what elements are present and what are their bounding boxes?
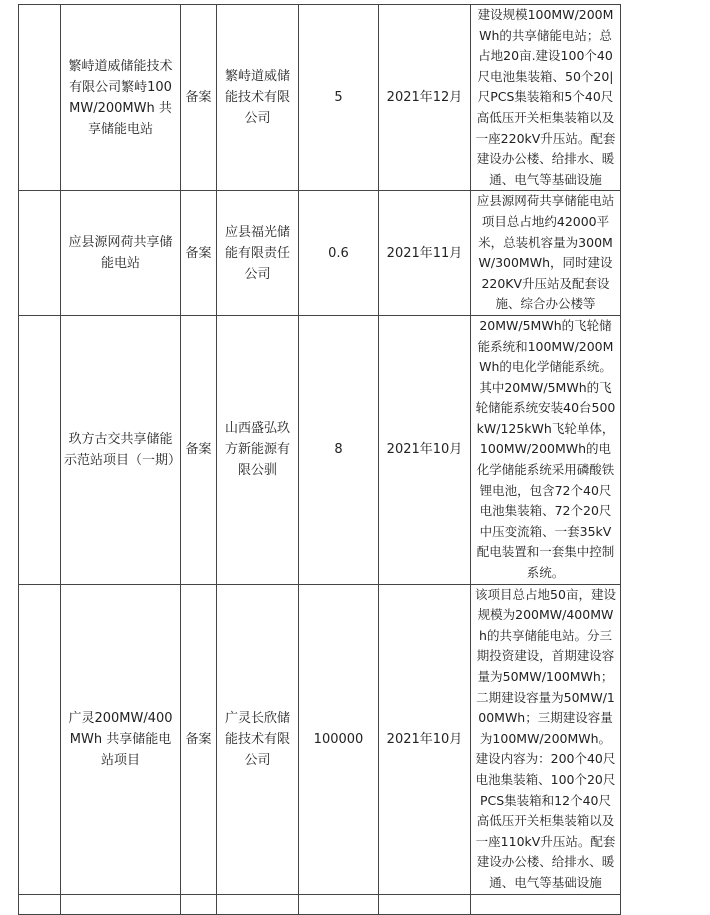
company-cell: 广灵长欣储能技术有限公司: [217, 584, 299, 894]
index-cell: [19, 584, 61, 894]
table-row: [19, 584, 621, 894]
company-cell: 繁峙道威储能技术有限公司: [217, 5, 299, 191]
description-cell: 应县源网荷共享储能电站项目总占地约42000平米，总装机容量为300MW/300MWh，同时建设220KV升压站及配套设施、综合办公楼等: [471, 191, 621, 316]
filing-type-cell: 备案: [181, 5, 217, 191]
table-row: [19, 894, 621, 914]
project-name-cell: 广灵200MW/400MWh 共享储能电站项目: [61, 584, 181, 894]
date-cell: [379, 894, 471, 914]
project-name-cell: 玖方古交共享储能示范站项目（一期）: [61, 315, 181, 584]
index-cell: [19, 315, 61, 584]
table-row: [19, 5, 621, 191]
filing-type-cell: [181, 894, 217, 914]
filing-type-cell: 备案: [181, 315, 217, 584]
energy-storage-project-table: [18, 4, 621, 915]
project-name-cell: 繁峙道威储能技术有限公司繁峙100MW/200MWh 共享储能电站: [61, 5, 181, 191]
investment-cell: 8: [299, 315, 379, 584]
date-cell: 2021年12月: [379, 5, 471, 191]
filing-type-cell: 备案: [181, 191, 217, 316]
company-cell: 山西盛弘玖方新能源有限公驯: [217, 315, 299, 584]
index-cell: [19, 191, 61, 316]
table-row: [19, 315, 621, 584]
date-cell: 2021年10月: [379, 315, 471, 584]
date-cell: 2021年11月: [379, 191, 471, 316]
company-cell: [217, 894, 299, 914]
project-name-cell: [61, 894, 181, 914]
filing-type-cell: 备案: [181, 584, 217, 894]
investment-cell: 100000: [299, 584, 379, 894]
description-cell: 20MW/5MWh的飞轮储能系统和100MW/200MWh的电化学储能系统。其中20MW/5MWh的飞轮储能系统安装40台500kW/125kWh飞轮单体，100MW/200MWh的电化学储能系统采用磷酸铁锂电池，包含72个40尺电池集装箱、72个20尺中压变流箱、一套35kV配电装置和一套集中控制系统。: [471, 315, 621, 584]
company-cell: 应县福光储能有限责任公司: [217, 191, 299, 316]
description-cell: 该项目总占地50亩，建设规模为200MW/400MWh的共享储能电站。分三期投资建设，首期建设容量为50MW/100MWh；二期建设容量为50MW/100MWh；三期建设容量为100MW/200MWh。建设内容为：200个40尺电池集装箱、100个20尺PCS集装箱和12个40尺高低压开关柜集装箱以及一座110kV升压站。配套建设办公楼、给排水、暖通、电气等基础设施: [471, 584, 621, 894]
index-cell: [19, 894, 61, 914]
investment-cell: [299, 894, 379, 914]
index-cell: [19, 5, 61, 191]
investment-cell: 5: [299, 5, 379, 191]
table-row: [19, 191, 621, 316]
date-cell: 2021年10月: [379, 584, 471, 894]
project-name-cell: 应县源网荷共享储能电站: [61, 191, 181, 316]
description-cell: [471, 894, 621, 914]
investment-cell: 0.6: [299, 191, 379, 316]
description-cell: 建设规模100MW/200MWh的共享储能电站；总占地20亩.建设100个40尺电池集装箱、50个20|尺PCS集装箱和5个40尺高低压开关柜集装箱以及一座220kV升压站。配套建设办公楼、给排水、暖通、电气等基础设施: [471, 5, 621, 191]
